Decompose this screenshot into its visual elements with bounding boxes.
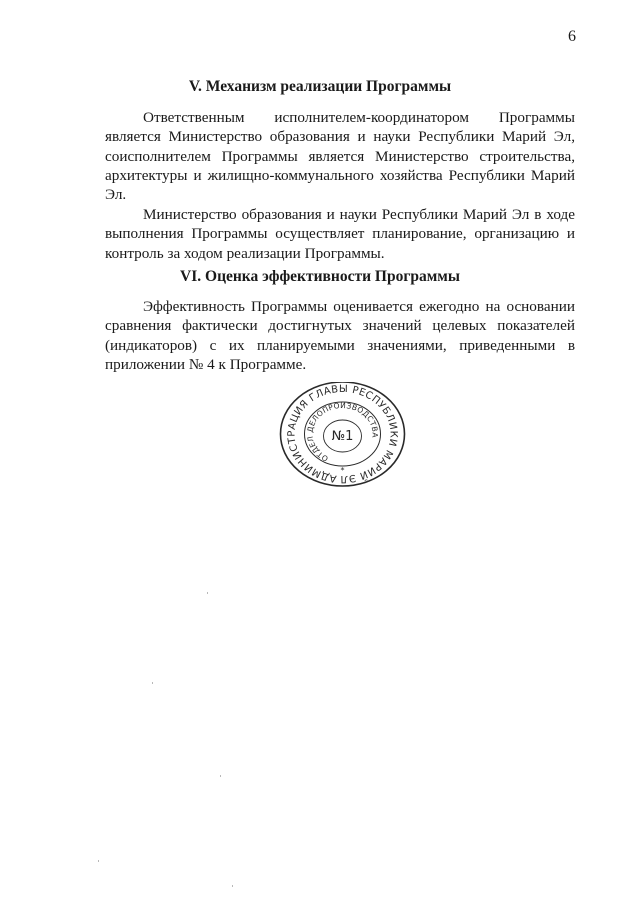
- scan-speck: [207, 592, 208, 594]
- scan-speck: [220, 775, 221, 777]
- stamp-star-icon: *: [340, 466, 345, 475]
- paragraph-ministry-role: Министерство образования и науки Республики Марий Эл в ходе выполнения Программы осуществляет планирование, организацию и контроль за ходом реализации Программы.: [105, 206, 575, 262]
- section-heading-efficiency: VI. Оценка эффективности Программы: [180, 268, 460, 285]
- scan-speck: [98, 860, 99, 862]
- scan-speck: [152, 682, 153, 684]
- page-number: 6: [568, 28, 576, 45]
- stamp-outer-text: АДМИНИСТРАЦИЯ ГЛАВЫ РЕСПУБЛИКИ МАРИЙ ЭЛ: [286, 383, 399, 485]
- section-heading-mechanism: V. Механизм реализации Программы: [188, 78, 452, 95]
- paragraph-responsible-executor: Ответственным исполнителем-координатором Программы является Министерство образования и науки Республики Марий Эл, соисполнителем Программы является Министерство строительства, архитектуры и жилищно-коммунального хозяйства Республики Марий Эл.: [105, 109, 575, 204]
- stamp-center-text: №1: [331, 429, 354, 444]
- office-stamp: [275, 382, 410, 490]
- paragraph-efficiency-assessment: Эффективность Программы оценивается ежегодно на основании сравнения фактически достигнутых значений целевых показателей (индикаторов) с их планируемыми значениями, приведенными в приложении № 4 к Программе.: [105, 298, 575, 373]
- stamp-inner-text: ОТДЕЛ ДЕЛОПРОИЗВОДСТВА: [305, 400, 380, 464]
- scan-speck: [232, 885, 233, 887]
